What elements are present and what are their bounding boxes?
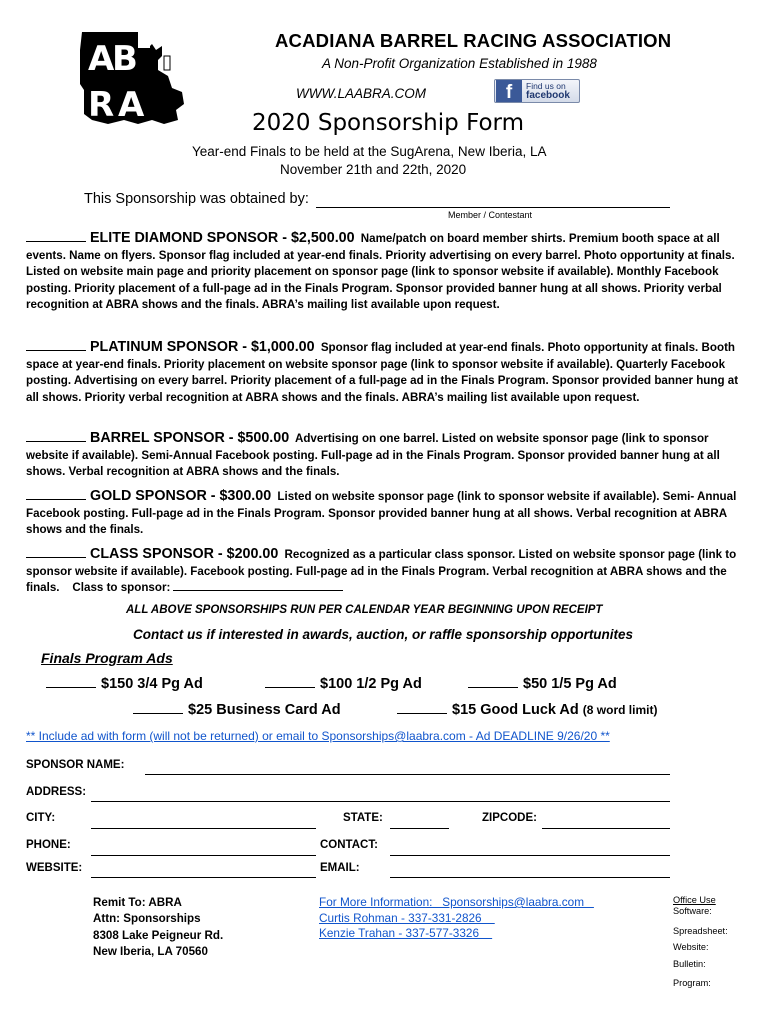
tier-lead: Name/patch on board member shirts. Premium booth space at bbox=[360, 232, 704, 245]
ad-option-50[interactable]: $50 1/5 Pg Ad bbox=[468, 676, 617, 692]
tier-checkbox-line[interactable] bbox=[26, 340, 86, 351]
tier-name: PLATINUM SPONSOR - $1,000.00 bbox=[90, 339, 315, 355]
org-website[interactable]: WWW.LAABRA.COM bbox=[296, 86, 426, 101]
svg-text:A: A bbox=[88, 39, 115, 79]
tier-lead: Recognized as a particular class sponsor. Listed on website sponsor page bbox=[284, 548, 695, 561]
office-website: Website: bbox=[673, 942, 709, 953]
zipcode-label: ZIPCODE: bbox=[482, 812, 537, 824]
tier-description: all events. Name on flyers. Sponsor flag included at year-end finals. Priority advertising on every barrel. Photo opportunity at finals. Listed on website main page and priority placement on sponsor page (link to sponsor website if available). Monthly Facebook posting. Priority placement of a full-page ad in the Finals Program. Sponsor provided banner hung at all shows. Priority verbal recognition at ABRA shows and the finals. ABRA’s mailing list available upon request. bbox=[26, 232, 735, 312]
contact-label: CONTACT: bbox=[320, 839, 378, 851]
contact-field[interactable] bbox=[390, 855, 670, 856]
sponsor-name-label: SPONSOR NAME: bbox=[26, 759, 125, 771]
ad-option-25[interactable]: $25 Business Card Ad bbox=[133, 702, 341, 718]
remit-line: New Iberia, LA 70560 bbox=[93, 944, 208, 958]
state-label: STATE: bbox=[343, 812, 383, 824]
tier-checkbox-line[interactable] bbox=[26, 547, 86, 558]
city-field[interactable] bbox=[91, 828, 316, 829]
website-field[interactable] bbox=[91, 877, 316, 878]
org-subtitle: A Non-Profit Organization Established in 1988 bbox=[322, 56, 597, 71]
office-use-block bbox=[673, 895, 728, 991]
remit-line: Attn: Sponsorships bbox=[93, 912, 201, 926]
tier-platinum bbox=[26, 339, 746, 406]
contact-kenzie-link[interactable]: Kenzie Trahan - 337-577-3326 bbox=[319, 926, 493, 941]
tier-class bbox=[26, 546, 746, 597]
svg-text:R: R bbox=[88, 85, 115, 125]
city-label: CITY: bbox=[26, 812, 56, 824]
abra-logo bbox=[78, 30, 186, 126]
class-to-sponsor-label: Class to sponsor: bbox=[72, 581, 171, 595]
tier-lead: Listed on website sponsor page (link to sponsor website if available). Semi- bbox=[277, 490, 695, 503]
ad-option-100[interactable]: $100 1/2 Pg Ad bbox=[265, 676, 422, 692]
sponsor-name-field[interactable] bbox=[145, 774, 670, 775]
email-field[interactable] bbox=[390, 877, 670, 878]
website-label: WEBSITE: bbox=[26, 862, 83, 874]
form-title: 2020 Sponsorship Form bbox=[252, 110, 525, 136]
more-info-block bbox=[319, 895, 594, 942]
svg-text:B: B bbox=[112, 39, 138, 79]
finals-ads-heading: Finals Program Ads bbox=[41, 650, 173, 666]
office-software: Software: bbox=[673, 906, 712, 916]
tier-checkbox-line[interactable] bbox=[26, 489, 86, 500]
tier-elite-diamond bbox=[26, 230, 746, 314]
facebook-icon: f bbox=[496, 80, 522, 102]
phone-field[interactable] bbox=[91, 855, 316, 856]
facebook-badge-bottom: facebook bbox=[526, 90, 570, 101]
phone-label: PHONE: bbox=[26, 839, 71, 851]
tier-lead: Advertising on one barrel. Listed on website sponsor page (link to bbox=[294, 432, 660, 445]
facebook-badge-top: Find us on bbox=[526, 81, 566, 91]
obtained-by-field[interactable] bbox=[316, 207, 670, 208]
address-label: ADDRESS: bbox=[26, 786, 87, 798]
tier-checkbox-line[interactable] bbox=[26, 231, 86, 242]
facebook-badge[interactable] bbox=[494, 79, 580, 103]
remit-to-block bbox=[93, 895, 223, 960]
remit-line: 8308 Lake Peigneur Rd. bbox=[93, 928, 224, 942]
tier-checkbox-line[interactable] bbox=[26, 431, 86, 442]
class-to-sponsor-field[interactable] bbox=[173, 581, 343, 591]
office-program: Program: bbox=[673, 977, 711, 988]
ad-deadline-note[interactable]: ** Include ad with form (will not be returned) or email to Sponsorships@laabra.com - Ad DEADLINE 9/26/20 ** bbox=[26, 729, 610, 743]
svg-text:A: A bbox=[118, 85, 145, 125]
tier-name: CLASS SPONSOR - $200.00 bbox=[90, 546, 279, 562]
tier-barrel bbox=[26, 430, 746, 481]
zipcode-field[interactable] bbox=[542, 828, 670, 829]
tier-gold bbox=[26, 488, 746, 539]
all-above-notice: ALL ABOVE SPONSORSHIPS RUN PER CALENDAR YEAR BEGINNING UPON RECEIPT bbox=[126, 604, 603, 616]
org-name: ACADIANA BARREL RACING ASSOCIATION bbox=[275, 30, 672, 51]
tier-lead: Sponsor flag included at year-end finals. Photo opportunity at finals. bbox=[320, 341, 699, 354]
office-use-heading: Office Use bbox=[673, 895, 716, 905]
obtained-by-caption: Member / Contestant bbox=[448, 210, 533, 220]
office-spreadsheet: Spreadsheet: bbox=[673, 926, 728, 936]
obtained-by-label: This Sponsorship was obtained by: bbox=[84, 191, 309, 207]
tier-description: Annual Facebook posting. Full-page ad in the Finals Program. Sponsor provided banner hung at all shows. Verbal recognition at ABRA shows and the finals. bbox=[26, 490, 737, 537]
ad-option-15[interactable]: $15 Good Luck Ad (8 word limit) bbox=[397, 702, 657, 718]
state-field[interactable] bbox=[390, 828, 449, 829]
tier-name: ELITE DIAMOND SPONSOR - $2,500.00 bbox=[90, 230, 355, 246]
contact-curtis-link[interactable]: Curtis Rohman - 337-331-2826 bbox=[319, 910, 495, 925]
more-info-email-link[interactable]: For More Information: Sponsorships@laabra.com bbox=[319, 895, 594, 909]
ad-option-150[interactable]: $150 3/4 Pg Ad bbox=[46, 676, 203, 692]
event-dates: November 21th and 22th, 2020 bbox=[280, 162, 467, 177]
event-location: Year-end Finals to be held at the SugArena, New Iberia, LA bbox=[192, 144, 547, 159]
email-label: EMAIL: bbox=[320, 862, 360, 874]
remit-line: Remit To: ABRA bbox=[93, 896, 182, 909]
tier-name: BARREL SPONSOR - $500.00 bbox=[90, 430, 290, 446]
tier-description: (link to sponsor website if available). Facebook posting. Full-page ad in the Finals Program. Verbal recognition at ABRA shows and the finals. bbox=[26, 548, 737, 595]
tier-name: GOLD SPONSOR - $300.00 bbox=[90, 488, 272, 504]
address-field[interactable] bbox=[91, 801, 670, 802]
office-bulletin: Bulletin: bbox=[673, 958, 706, 969]
tier-description: sponsor website if available). Semi-Annual Facebook posting. Full-page ad in the Finals Program. Sponsor provided banner hung at all shows. Verbal recognition at ABRA shows and the finals. bbox=[26, 432, 720, 479]
tier-description: Booth space at year-end finals. Priority placement on website sponsor page (link to sponsor website if available). Quarterly Facebook posting. Advertising on every barrel. Priority placement of a full-page ad in the Finals Program. Sponsor provided banner hung at all shows. Priority verbal recognition at ABRA shows and the finals. ABRA’s mailing list available upon request. bbox=[26, 341, 739, 404]
contact-us-notice: Contact us if interested in awards, auction, or raffle sponsorship opportunites bbox=[133, 627, 634, 642]
